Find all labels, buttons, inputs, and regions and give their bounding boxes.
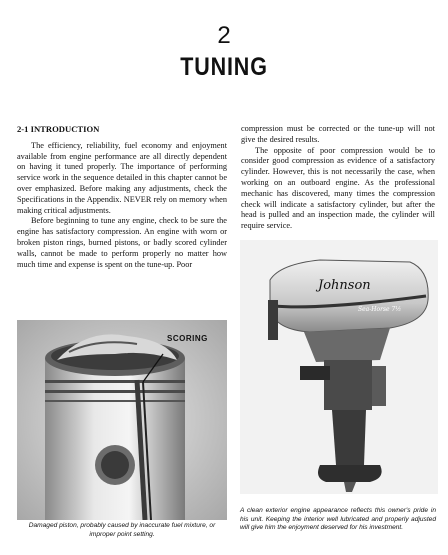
scoring-label: SCORING (167, 334, 208, 343)
right-column (241, 124, 435, 232)
chapter-number: 2 (217, 22, 231, 49)
outboard-motor-photo (240, 240, 438, 494)
paragraph: Before beginning to tune any engine, check to be sure the engine has satisfactory compression. An engine with worn or broken piston rings, burned pistons, or badly scored cylinder walls, cannot be made to perform properly no matter how much time and expense is spent on the tune-up. Poor (17, 216, 227, 269)
chapter-title: TUNING (180, 53, 268, 81)
model-badge: Sea-Horse 7½ (358, 306, 402, 313)
johnson-logo: Johnson (318, 278, 371, 293)
paragraph: The efficiency, reliability, fuel economy and enjoyment available from engine performance are all directly dependent on having it tuned properly. The importance of performing service work in the sequence detailed in this chapter cannot be over emphasized. Before making any adjustments, check the Specifications in the Appendix. NEVER rely on memory when making critical adjustments. (17, 140, 227, 215)
piston-caption: Damaged piston, probably caused by inaccurate fuel mixture, or improper point setting. (28, 522, 216, 538)
left-column (17, 124, 227, 270)
outboard-caption: A clean exterior engine appearance reflects this owner's pride in his unit. Keeping the interior well lubricated and properly adjusted will give him the enjoyment deserved for his investment. (240, 507, 436, 532)
paragraph: compression must be corrected or the tune-up will not give the desired results. (241, 124, 435, 144)
paragraph: The opposite of poor compression would be to consider good compression as evidence of a satisfactory cylinder. However, this is not necessarily the case, when working on an outboard engine. As the professional mechanic has discovered, many times the compression check will indicate a satisfactory cylinder, but after the head is pulled and an inspection made, the cylinder will require service. (241, 145, 435, 231)
piston-photo (17, 320, 227, 520)
section-heading: 2-1 INTRODUCTION (17, 124, 100, 134)
piston-illustration (17, 320, 227, 520)
